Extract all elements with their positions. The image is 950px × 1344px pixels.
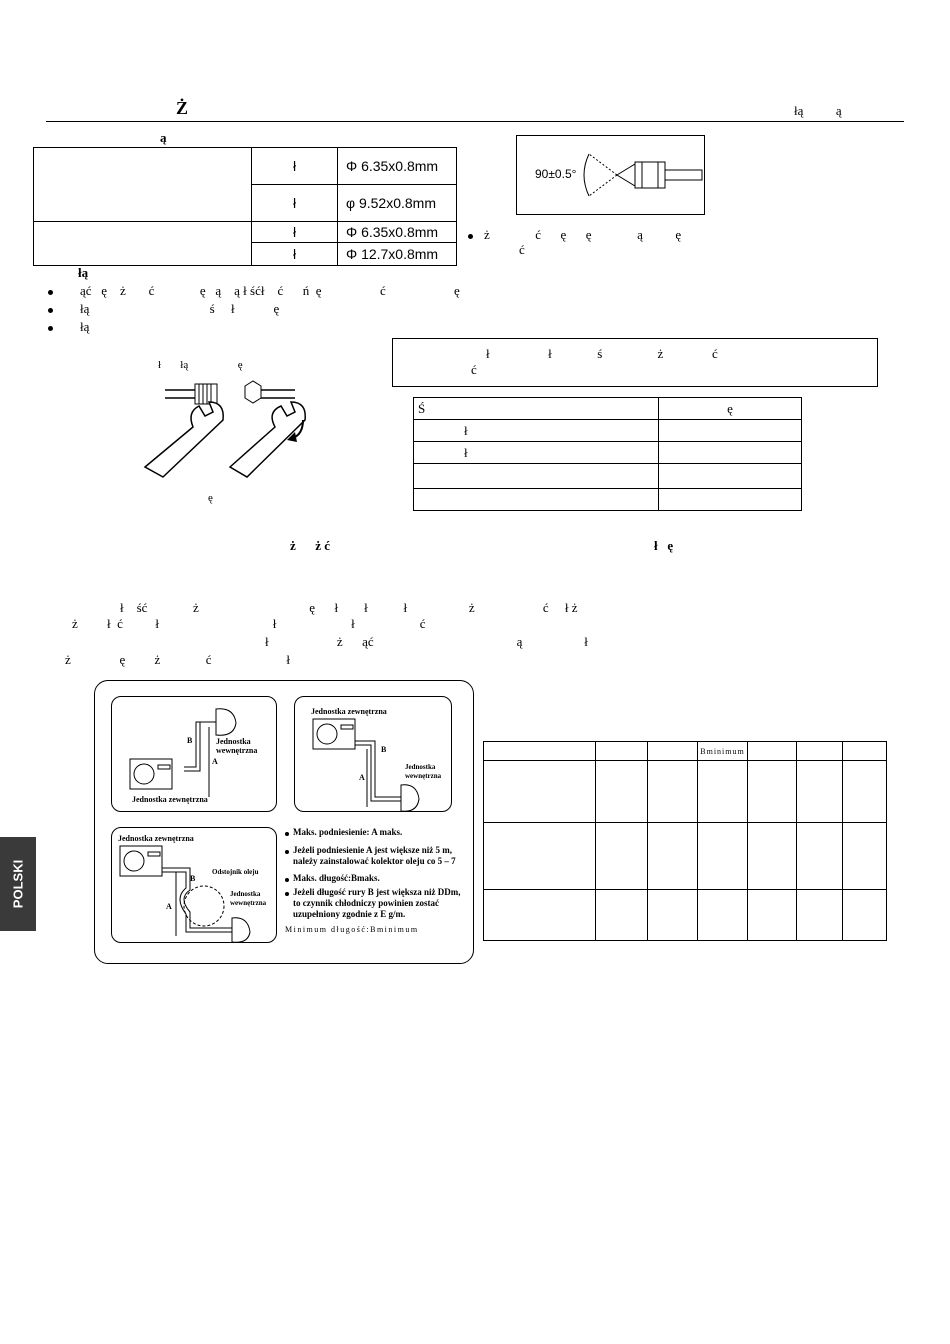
panel3-label-a: A (166, 902, 172, 911)
bullet-dot (285, 892, 289, 896)
panel3-indoor-label: Jednostka wewnętrzna (230, 890, 267, 907)
bullet-dot (285, 850, 289, 854)
torque-cell (659, 442, 802, 464)
torque-cell: ł (414, 442, 659, 464)
phi-symbol: Φ (346, 224, 358, 240)
angle-label: 90±0.5° (535, 167, 577, 181)
notice-box (392, 338, 878, 387)
bullet-dot (48, 308, 53, 313)
pipe-size-table (33, 147, 457, 266)
pipe-label: ą (160, 130, 167, 145)
notice-line-2: ć (471, 362, 477, 377)
panel1-label-a: A (212, 757, 218, 766)
panel2-indoor-label: Jednostka wewnętrzna (405, 763, 442, 780)
installation-figure (94, 680, 474, 964)
flare-angle-diagram (516, 135, 705, 215)
bullet-dot (285, 832, 289, 836)
length-header-bminimum: Bminimum (698, 742, 748, 761)
section-title-right: łą ą (794, 103, 842, 118)
wrench-bottom-label: ę (208, 492, 213, 504)
wrench-top-label: ł łą ę (158, 359, 243, 371)
panel3-oil-label: Odstojnik oleju (212, 868, 259, 876)
pipe-value: 6.35x0.8mm (361, 224, 439, 240)
panel3-illustration (112, 828, 276, 942)
torque-cell (414, 464, 659, 489)
mid-line-right: ł ę (654, 538, 674, 553)
phi-symbol: Φ (346, 246, 358, 262)
language-tab (0, 837, 36, 931)
panel1-outdoor-label: Jednostka zewnętrzna (132, 795, 208, 804)
pipe-value: 6.35x0.8mm (361, 158, 439, 174)
pipe-length-table (483, 741, 887, 941)
torque-header-1: Ś (414, 398, 659, 420)
install-note-4: Jeżeli długość rury B jest większa niż DDm, to czynnik chłodniczy powinien zostać uzupełniony zgodnie z E g/m. (293, 887, 461, 919)
panel2-outdoor-label: Jednostka zewnętrzna (311, 707, 387, 716)
connect-bullet-2: łą ś ł ę (80, 301, 280, 316)
panel1-label-b: B (187, 736, 193, 745)
connect-bullet-3: łą (80, 319, 90, 334)
section-title: Ż (176, 98, 189, 118)
install-note-2: Jeżeli podniesienie A jest większe niż 5 m, należy zainstalować kolektor oleju co 5 – 7 (293, 845, 456, 866)
flare-note-2: ć (519, 242, 525, 257)
torque-cell (659, 464, 802, 489)
panel3-label-b: B (190, 874, 196, 883)
panel-indoor-above (111, 696, 277, 812)
pipe-fragment: ł (292, 246, 297, 262)
panel-oil-trap (111, 827, 277, 943)
bullet-dot (468, 234, 473, 239)
wrench-illustration (135, 372, 315, 482)
paragraph-line-3: ł ż ąć ą ł (265, 634, 588, 649)
pipe-fragment: ł (292, 195, 297, 211)
torque-cell: ł (414, 420, 659, 442)
phi-symbol: φ (346, 195, 356, 211)
torque-cell (414, 489, 659, 511)
bullet-dot (48, 326, 53, 331)
pipe-fragment: ł (292, 224, 297, 240)
torque-table (413, 397, 802, 511)
pipe-fragment: ł (292, 158, 297, 174)
pipe-value: 9.52x0.8mm (358, 195, 437, 211)
panel-outdoor-above (294, 696, 452, 812)
pipe-value: 12.7x0.8mm (361, 246, 439, 262)
torque-cell (659, 489, 802, 511)
phi-symbol: Φ (346, 158, 358, 174)
header-rule (46, 121, 904, 122)
panel1-indoor-label: Jednostka wewnętrzna (216, 737, 258, 755)
connect-heading: łą (78, 265, 89, 280)
language-tab-label: POLSKI (10, 859, 26, 909)
paragraph-line-4: ż ę ż ć ł (65, 652, 290, 667)
install-note-3: Maks. długość:Bmaks. (293, 873, 380, 883)
panel2-label-a: A (359, 773, 365, 782)
flare-note: ż ć ę ę ą ę (484, 227, 682, 242)
torque-header-2: ę (659, 398, 802, 420)
bullet-dot (285, 878, 289, 882)
notice-line-1: ł ł ś ż ć (486, 346, 718, 361)
paragraph-line-1: ł ść ż ę ł ł ł ż ć ł ż (120, 600, 578, 615)
bullet-dot (48, 290, 53, 295)
torque-cell (659, 420, 802, 442)
install-min-note: Minimum długość:Bminimum (285, 925, 419, 934)
paragraph-line-2: ż ł ć ł ł ł ć (72, 616, 426, 631)
panel2-label-b: B (381, 745, 387, 754)
install-note-1: Maks. podniesienie: A maks. (293, 827, 403, 837)
panel3-outdoor-label: Jednostka zewnętrzna (118, 834, 194, 843)
mid-line-left: ż ż ć (290, 538, 331, 553)
connect-bullet-1: ąć ę ż ć ę ą ą ł śćł ć ń ę ć ę (80, 283, 460, 298)
